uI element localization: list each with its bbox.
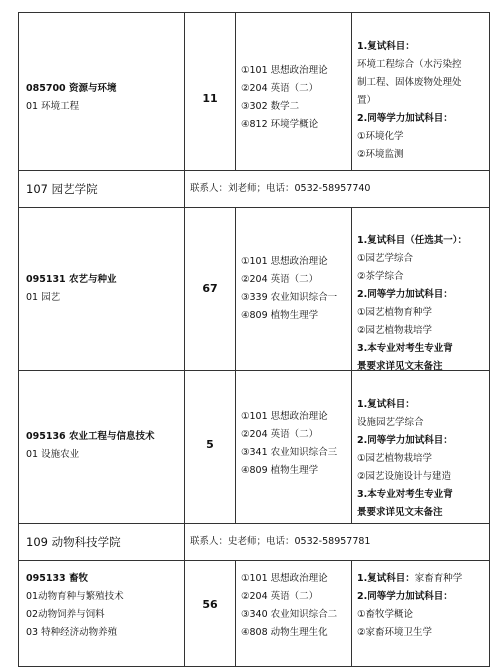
note-line: 制工程、固体废物处理处 <box>357 77 462 88</box>
note-line: 景要求详见文末备注 <box>357 507 443 518</box>
program-direction: 01 园艺 <box>26 292 61 303</box>
note-line: 2.同等学力加试科目： <box>357 289 453 300</box>
table-border <box>351 560 352 666</box>
note-line: 1.复试科目： <box>357 399 415 410</box>
table-border <box>235 12 236 170</box>
note-line: 1.复试科目： <box>357 41 415 52</box>
table-border <box>184 12 185 170</box>
note-line: ①园艺植物栽培学 <box>357 453 433 464</box>
program-direction: 02动物饲养与饲料 <box>26 609 105 620</box>
table-border <box>18 666 490 667</box>
note-line: 环境工程综合（水污染控 <box>357 59 462 70</box>
table-border <box>351 12 352 170</box>
table-border <box>184 207 185 523</box>
program-cell <box>26 570 181 642</box>
note-line: 设施园艺学综合 <box>357 417 424 428</box>
exam-subject: ②204 英语（二） <box>241 274 319 285</box>
table-border <box>18 207 490 208</box>
enrollment-count: 5 <box>206 438 214 451</box>
note-heading: 1.复试科目： <box>357 573 415 584</box>
note-line: 2.同等学力加试科目： <box>357 591 453 602</box>
exam-subject: ④809 植物生理学 <box>241 310 319 321</box>
program-direction: 01 设施农业 <box>26 449 80 460</box>
exam-subject: ①101 思想政治理论 <box>241 573 328 584</box>
table-border <box>18 523 490 524</box>
note-line: ②园艺植物栽培学 <box>357 325 433 336</box>
section-title: 107 园艺学院 <box>26 182 98 196</box>
program-code-name: 095136 农业工程与信息技术 <box>26 431 155 442</box>
note-line: 置） <box>357 95 377 106</box>
table-border <box>184 170 185 207</box>
exam-subject: ①101 思想政治理论 <box>241 256 328 267</box>
note-value: 家畜育种学 <box>414 573 463 584</box>
exam-subject: ③339 农业知识综合一 <box>241 292 338 303</box>
table-border <box>184 523 185 560</box>
note-line: ②茶学综合 <box>357 271 404 282</box>
program-cell <box>26 271 181 307</box>
note-line: ①园艺学综合 <box>357 253 414 264</box>
exam-subject: ④808 动物生理生化 <box>241 627 328 638</box>
exam-subject: ③302 数学二 <box>241 101 300 112</box>
exam-subjects <box>241 253 349 325</box>
notes-cell <box>357 396 487 522</box>
exam-subject: ②204 英语（二） <box>241 591 319 602</box>
program-code-name: 095131 农艺与种业 <box>26 274 117 285</box>
enrollment-count: 67 <box>202 282 218 295</box>
program-direction: 01动物育种与繁殖技术 <box>26 591 124 602</box>
exam-subject: ③340 农业知识综合二 <box>241 609 338 620</box>
note-line: ②园艺设施设计与建造 <box>357 471 452 482</box>
exam-subjects <box>241 408 349 480</box>
notes-cell <box>357 38 487 164</box>
note-line: ①环境化学 <box>357 131 404 142</box>
note-line: 2.同等学力加试科目： <box>357 113 453 124</box>
exam-subject: ②204 英语（二） <box>241 83 319 94</box>
table-border <box>184 560 185 666</box>
note-line: 1.复试科目（任选其一）： <box>357 235 467 246</box>
note-line <box>357 570 487 588</box>
table-border <box>18 12 19 666</box>
note-line: ②环境监测 <box>357 149 404 160</box>
program-cell <box>26 428 181 464</box>
section-contact: 联系人：史老师；电话：0532-58957781 <box>190 536 371 547</box>
exam-subject: ④812 环境学概论 <box>241 119 319 130</box>
table-border <box>489 12 490 666</box>
exam-subjects <box>241 570 349 642</box>
note-line: 3.本专业对考生专业背 <box>357 343 453 354</box>
exam-subject: ④809 植物生理学 <box>241 465 319 476</box>
program-code-name: 095133 畜牧 <box>26 573 88 584</box>
table-border <box>18 560 490 561</box>
note-line: 3.本专业对考生专业背 <box>357 489 453 500</box>
note-line: ①畜牧学概论 <box>357 609 414 620</box>
section-title: 109 动物科技学院 <box>26 535 121 549</box>
note-line: ②家畜环境卫生学 <box>357 627 433 638</box>
note-line: 2.同等学力加试科目： <box>357 435 453 446</box>
exam-subject: ③341 农业知识综合三 <box>241 447 338 458</box>
enrollment-count: 56 <box>202 598 218 611</box>
program-cell <box>26 80 181 116</box>
program-direction: 03 特种经济动物养殖 <box>26 627 118 638</box>
table-border <box>351 207 352 523</box>
section-contact: 联系人：刘老师；电话：0532-58957740 <box>190 183 371 194</box>
table-border <box>18 170 490 171</box>
program-code-name: 085700 资源与环境 <box>26 83 117 94</box>
program-direction: 01 环境工程 <box>26 101 80 112</box>
exam-subject: ②204 英语（二） <box>241 429 319 440</box>
exam-subject: ①101 思想政治理论 <box>241 411 328 422</box>
table-border <box>235 207 236 523</box>
table-border <box>18 12 490 13</box>
notes-cell <box>357 232 487 376</box>
exam-subject: ①101 思想政治理论 <box>241 65 328 76</box>
note-line: ①园艺植物育种学 <box>357 307 433 318</box>
table-border <box>235 560 236 666</box>
note-line: 景要求详见文末备注 <box>357 361 443 372</box>
exam-subjects <box>241 62 349 134</box>
enrollment-count: 11 <box>202 92 218 105</box>
notes-cell <box>357 570 487 642</box>
